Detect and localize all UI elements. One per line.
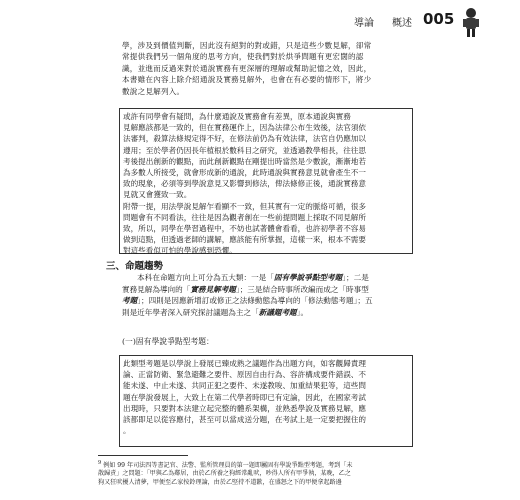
text-line: 為多數人所接受，就會形成新的通說，此時通說與實務意見就會產生不一 xyxy=(123,167,366,177)
text-line: 數說之見解列入。 xyxy=(122,86,185,96)
page-number: 005 xyxy=(423,10,455,28)
text-span: 本科在命題方向上可分為五大類：一是「 xyxy=(122,273,274,282)
running-header xyxy=(0,6,520,34)
text-span: 」；四則是因應新增訂或修正之法條動態為導向的「修法動態考題」；五 xyxy=(137,296,373,306)
text-line: 遵用；至於學者仍因長年植根於數科目之研究，並透過教學相長，往往思 xyxy=(123,145,366,155)
text-span: 則是近年學者深入研究探討議題為主之「 xyxy=(122,307,259,317)
footnote-divider xyxy=(98,455,188,456)
footnote-line xyxy=(98,459,416,469)
text-line: 題在學說發展上，大致上在第二代學者時即已有定論，因此，在國家考試 xyxy=(123,392,366,402)
text-span: 」；二是 xyxy=(342,273,369,282)
text-line: 。 xyxy=(123,426,131,436)
section-heading: 三、命題趨勢 xyxy=(106,261,164,272)
intro-paragraph xyxy=(122,40,412,97)
text-line: 出現時，只要對本法建立起完整的體系架構，並熟悉學說及實務見解，應 xyxy=(123,403,366,413)
text-span: 例如 99 年司法四等書記官、法警、監所管理員的第一題即屬固有學說爭點型考題，考到「未 xyxy=(103,462,353,469)
footnote-line: 狗又狂吠擾人清夢，甲便至乙家按鈴理論，由於乙堅持不道歉，在盛怒之下的甲便拿起路邊 xyxy=(98,479,342,487)
text-line: 見解應該都是一致的，但在實務運作上，因為法律公布生效後，法官須依 xyxy=(123,123,366,133)
emphasis-term: 固有學說爭點型考題 xyxy=(273,273,343,282)
note-box xyxy=(119,108,413,254)
text-line: 能未遂、中止未遂、共同正犯之要件、未遂教唆、加重結果犯等，這些問 xyxy=(123,381,366,391)
mascot-figure-icon xyxy=(458,6,484,38)
text-line: 常提供我們另一個角度的思考方向，使我們對於烘爭問題有更宏闊的認 xyxy=(122,52,364,62)
trends-paragraph xyxy=(122,272,414,318)
text-line xyxy=(122,307,414,319)
section-title: 概述 xyxy=(392,18,412,29)
text-line: 問題會有不同看法，往往是因為觀者創在一些前提問題上採取不同見解所 xyxy=(123,212,366,222)
text-line: 該都即足以從容應付，甚至可以當成送分題，在考試上是一定要把握住的 xyxy=(123,414,366,424)
text-line: 識，並進而反過來對於通說實務有更深層的理解或幫助記憶之效，因此， xyxy=(122,63,372,73)
text-line: 法審判，殺算法條規定得不好，在修法前仍為有效法律，法官自仍應加以 xyxy=(123,134,366,144)
text-line: 論、正當防衛、緊急避難之要件、原因自由行為、容許構成要件錯誤、不 xyxy=(123,370,366,380)
text-line: 或許有同學會有疑問，為什麼通說及實務會有差異，原本通說與實務 xyxy=(123,112,351,121)
footnote xyxy=(98,459,416,488)
emphasis-term: 考題 xyxy=(122,296,138,306)
text-line: 對這些看似可怕的學說感到恐懼。 xyxy=(123,246,237,256)
text-line xyxy=(122,284,414,296)
note-box xyxy=(119,355,413,447)
footnote-line: 散歸責」之問題：「甲與乙為鄰居，由於乙所養之狗經常亂吠，吵得人所有甲爭執，某晚，乙之 xyxy=(98,469,351,477)
text-span: 」；三是結合時事所改編而成之「時事型 xyxy=(235,284,369,294)
emphasis-term: 新議題考題 xyxy=(258,307,297,317)
text-span: 」。 xyxy=(296,307,309,317)
emphasis-term: 實務見解考題 xyxy=(190,284,236,294)
text-line: 致，所以，同學在學習過程中，不妨也試著體會看看，也許初學者不容易 xyxy=(123,223,366,233)
chapter-title: 導論 xyxy=(354,18,374,29)
text-line: 此類型考題是以學說上發展已臻成熟之議題作為出題方向，如客觀歸責理 xyxy=(123,359,366,368)
text-line: 附帶一提，用法學說見解乍看顯不一致，但其實有一定的脈絡可循，很多 xyxy=(123,201,366,211)
subsection-heading: (一)固有學說爭點型考題： xyxy=(122,337,214,346)
text-line: 致的現象，必須等到學說意見又影響到修法，俾法條修正後，通說實務意 xyxy=(123,179,366,189)
text-line: 考後提出創新的觀點，而此創新觀點在剛提出時當然是少數說，漸漸地若 xyxy=(123,156,366,166)
text-line xyxy=(122,272,414,284)
text-line: 見就又會獲致一致。 xyxy=(123,190,192,200)
footnote-marker: 9 xyxy=(98,460,102,466)
text-span: 實務見解為導向的「 xyxy=(122,284,191,294)
text-line: 做到這點，但透過老師的講解，應該能有所掌握，這樣一來，根本不需要 xyxy=(123,235,366,245)
text-line: 本書雖在內容上除介紹通說及實務見解外，也會在有必要的情形下，將少 xyxy=(122,75,372,85)
text-line xyxy=(122,295,414,307)
text-line: 學，涉及到價值判斷，因此沒有絕對的對或錯，只是這些少數見解，卻常 xyxy=(122,41,372,50)
